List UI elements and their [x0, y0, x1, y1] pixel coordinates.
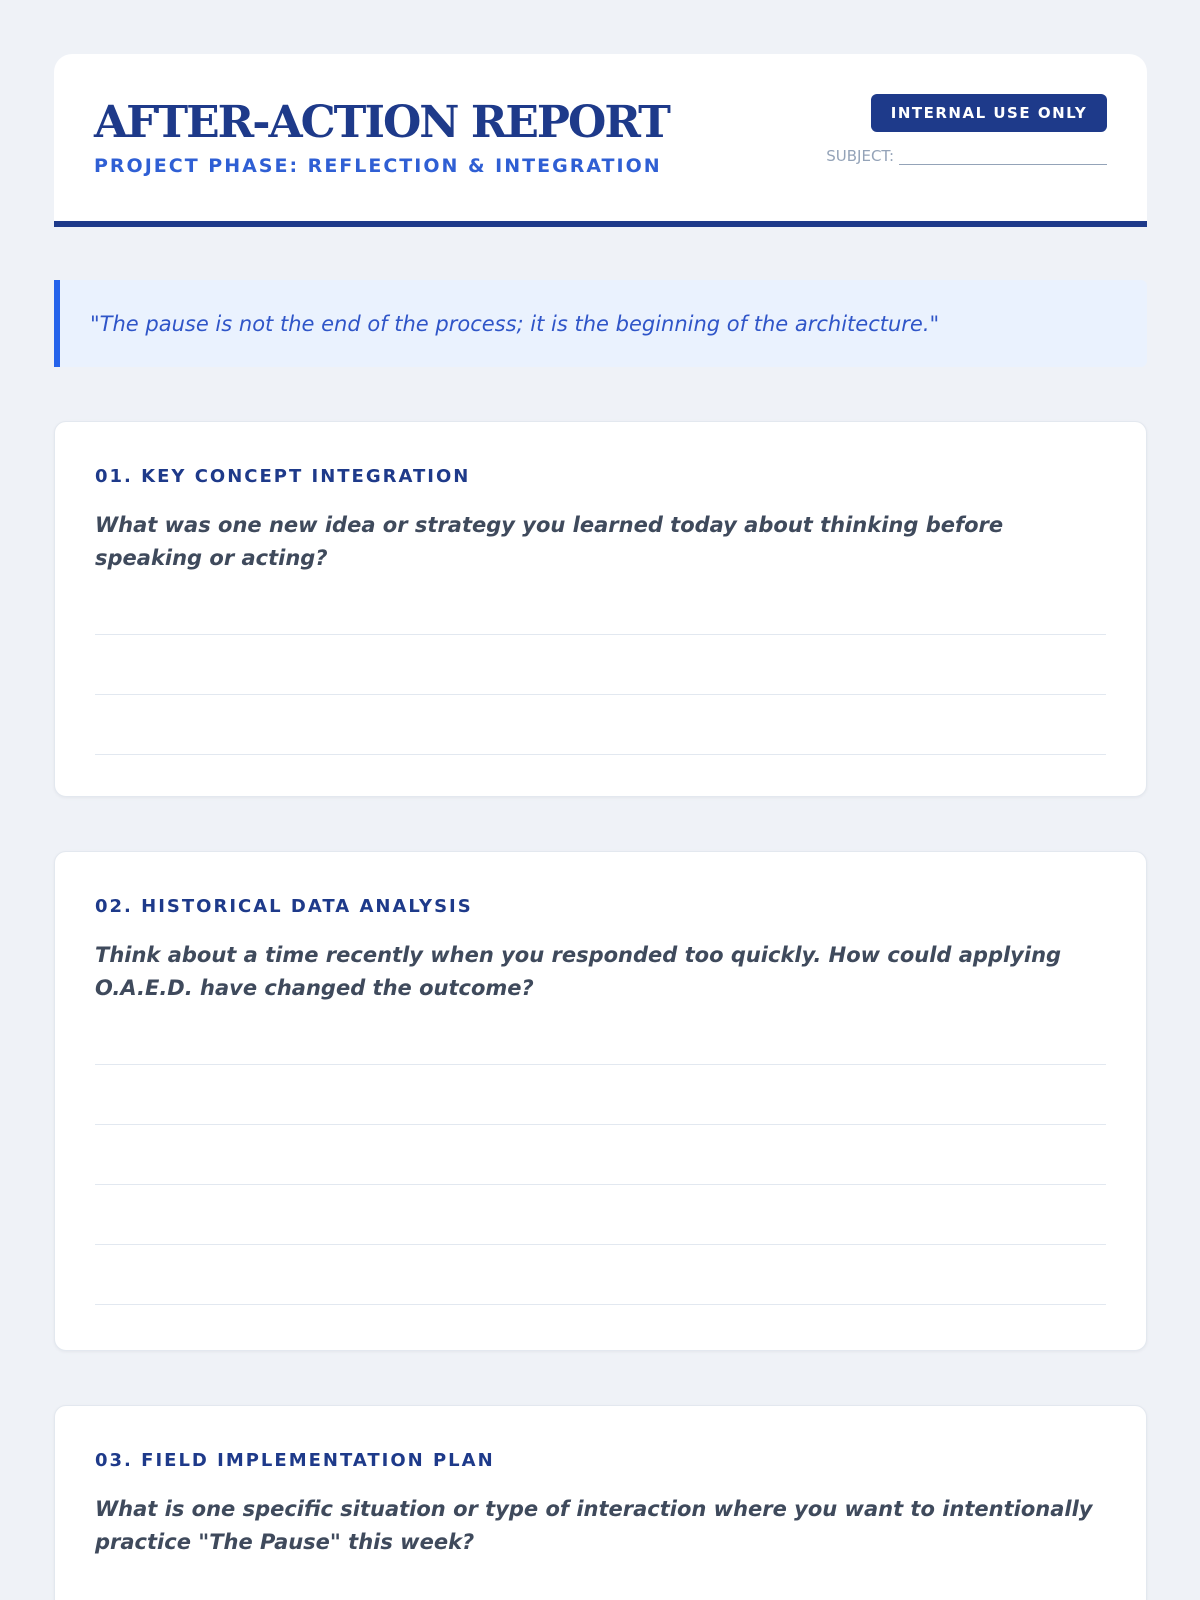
section-card-historical-data [54, 851, 1147, 1351]
section-card-key-concept [54, 421, 1147, 797]
section-card-field-implementation [54, 1405, 1147, 1600]
answer-line[interactable] [95, 1065, 1106, 1125]
report-page [54, 54, 1147, 1600]
section-heading: 02. HISTORICAL DATA ANALYSIS [95, 896, 473, 917]
page-subtitle: PROJECT PHASE: REFLECTION & INTEGRATION [94, 155, 662, 177]
section-question: Think about a time recently when you responded too quickly. How could applying O.A.E.D. have changed the outcome? [95, 943, 1062, 1000]
answer-line[interactable] [95, 575, 1106, 635]
answer-line[interactable] [95, 1125, 1106, 1185]
quote-callout: "The pause is not the end of the process; it is the beginning of the architecture." [54, 280, 1147, 367]
answer-lines[interactable] [95, 575, 1106, 755]
section-heading: 01. KEY CONCEPT INTEGRATION [95, 466, 471, 487]
answer-line[interactable] [95, 1245, 1106, 1305]
page-title: AFTER-ACTION REPORT [94, 97, 669, 148]
answer-line[interactable] [95, 695, 1106, 755]
subject-blank-line[interactable] [899, 149, 1107, 165]
report-header [54, 54, 1147, 227]
subject-label: SUBJECT: [826, 147, 894, 165]
section-question: What was one new idea or strategy you learned today about thinking before speaking or acting? [95, 513, 1004, 570]
section-heading: 03. FIELD IMPLEMENTATION PLAN [95, 1450, 495, 1471]
answer-line[interactable] [95, 635, 1106, 695]
section-question: What is one specific situation or type of interaction where you want to intentionally practice "The Pause" this week? [95, 1497, 1093, 1554]
answer-lines[interactable] [95, 1005, 1106, 1305]
answer-line[interactable] [95, 1185, 1106, 1245]
subject-field[interactable] [826, 147, 1107, 165]
internal-use-badge: INTERNAL USE ONLY [871, 94, 1107, 132]
answer-line[interactable] [95, 1005, 1106, 1065]
